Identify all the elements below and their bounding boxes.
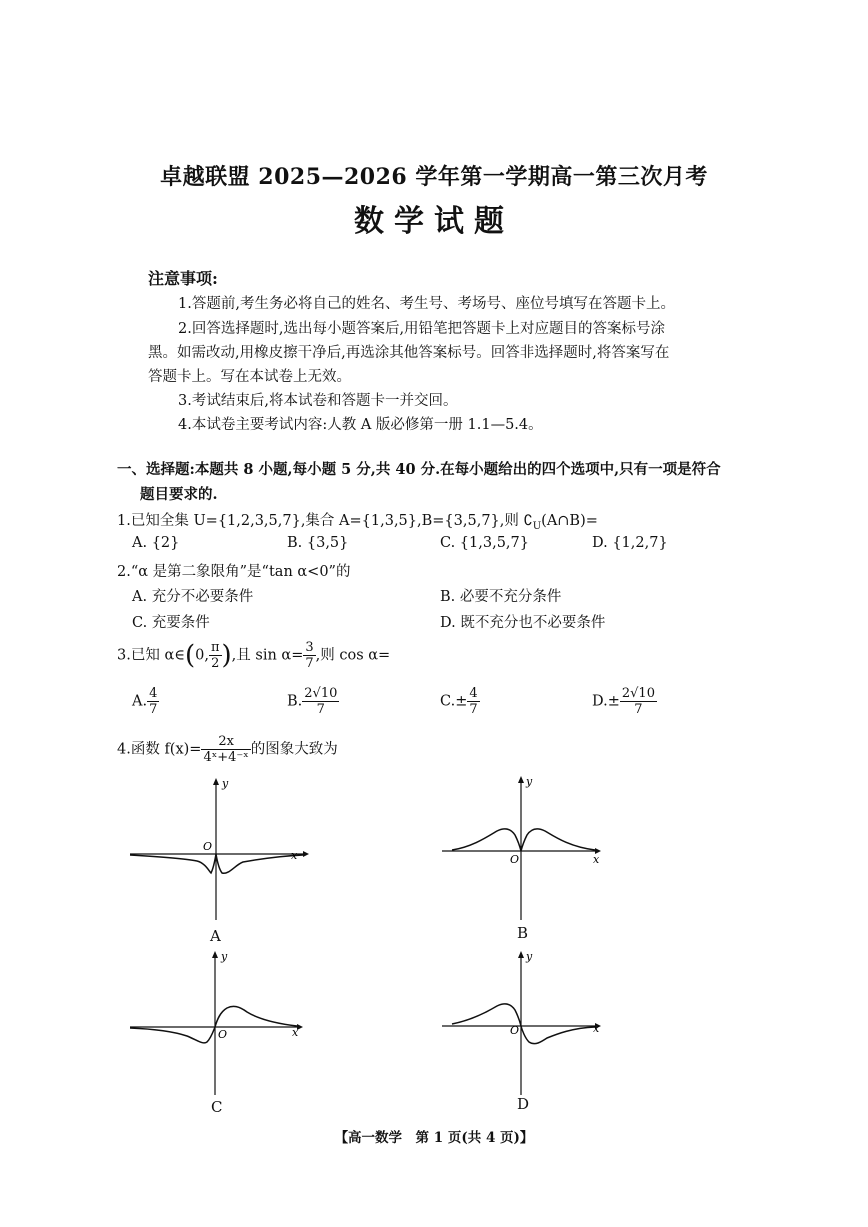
graph-c-origin: O	[218, 1028, 228, 1041]
q1-option-a: A. {2}	[132, 535, 180, 551]
q4-stem: 4.函数 f(x)= $\frac{2x}{\text{4ˣ+4⁻ˣ}}$ 的图象大致为	[117, 734, 338, 765]
q3-stem: 3.已知 α∈(0, $\frac{\pi}{2}$ ),且 sin α= $\frac{3}{7}$ ,则 cos α=	[117, 640, 391, 671]
graph-d-x-label: x	[593, 1022, 600, 1035]
q1-option-b: B. {3,5}	[287, 535, 349, 551]
graph-a	[125, 775, 315, 925]
notice-line-6: 4.本试卷主要考试内容:人教 A 版必修第一册 1.1—5.4。	[178, 417, 543, 433]
q3-sin-fraction: $\frac{3}{7}$	[305, 640, 314, 671]
q2-option-c: C. 充要条件	[132, 615, 210, 631]
q2-option-b: B. 必要不充分条件	[440, 589, 562, 605]
q3-option-d: D.± $\frac{2√10}{7}$	[592, 686, 655, 717]
graph-b-x-label: x	[593, 853, 600, 866]
q2-stem: 2.“α 是第二象限角”是“tan α<0”的	[117, 564, 351, 580]
q3-option-b: B. $\frac{2√10}{7}$	[287, 686, 338, 717]
graph-a-y-label: y	[222, 777, 229, 790]
graph-d	[437, 950, 627, 1100]
graph-d-origin: O	[510, 1024, 520, 1037]
graph-c-x-label: x	[292, 1026, 299, 1039]
notice-line-1: 1.答题前,考生务必将自己的姓名、考生号、考场号、座位号填写在答题卡上。	[178, 296, 675, 312]
graph-b-origin: O	[510, 853, 520, 866]
notice-line-5: 3.考试结束后,将本试卷和答题卡一并交回。	[178, 393, 458, 409]
notice-line-2: 2.回答选择题时,选出每小题答案后,用铅笔把答题卡上对应题目的答案标号涂	[178, 321, 666, 337]
notice-line-4: 答题卡上。写在本试卷上无效。	[148, 369, 351, 385]
page-footer: 【高一数学 第 1 页(共 4 页)】	[334, 1130, 534, 1146]
q3-interval-fraction: $\frac{\pi}{2}$	[210, 640, 220, 671]
q3-option-a: A. $\frac{4}{7}$	[132, 686, 158, 717]
graph-c-y-label: y	[221, 950, 228, 963]
q2-option-d: D. 既不充分也不必要条件	[440, 615, 606, 631]
graph-b-y-label: y	[526, 775, 533, 788]
graph-d-label: D	[517, 1095, 530, 1113]
graph-d-y-label: y	[526, 950, 533, 963]
graph-b	[437, 775, 627, 925]
notice-heading: 注意事项:	[148, 269, 218, 288]
section-heading: 一、选择题:本题共 8 小题,每小题 5 分,共 40 分.在每小题给出的四个选项中,只有一项是符合	[117, 461, 721, 478]
graph-a-x-label: x	[291, 849, 298, 862]
q1-option-c: C. {1,3,5,7}	[440, 535, 529, 551]
q3-option-c: C.± $\frac{4}{7}$	[440, 686, 478, 717]
graph-a-label: A	[210, 927, 221, 945]
graph-a-origin: O	[203, 840, 213, 853]
q4-function-fraction: $\frac{2x}{\text{4ˣ+4⁻ˣ}}$	[203, 734, 249, 765]
q1-option-d: D. {1,2,7}	[592, 535, 668, 551]
graph-c	[125, 950, 315, 1100]
section-heading-cont: 题目要求的.	[140, 486, 218, 503]
notice-line-3: 黑。如需改动,用橡皮擦干净后,再选涂其他答案标号。回答非选择题时,将答案写在	[148, 345, 670, 361]
exam-subtitle: 数学试题	[354, 204, 514, 239]
q1-stem: 1.已知全集 U={1,2,3,5,7},集合 A={1,3,5},B={3,5,7},则 $∁_U(A\cap B)=$	[117, 513, 598, 532]
graph-b-label: B	[517, 924, 529, 942]
exam-title: 卓越联盟 2025—2026 学年第一学期高一第三次月考	[160, 164, 708, 190]
graph-c-label: C	[211, 1098, 223, 1116]
q2-option-a: A. 充分不必要条件	[132, 589, 254, 605]
